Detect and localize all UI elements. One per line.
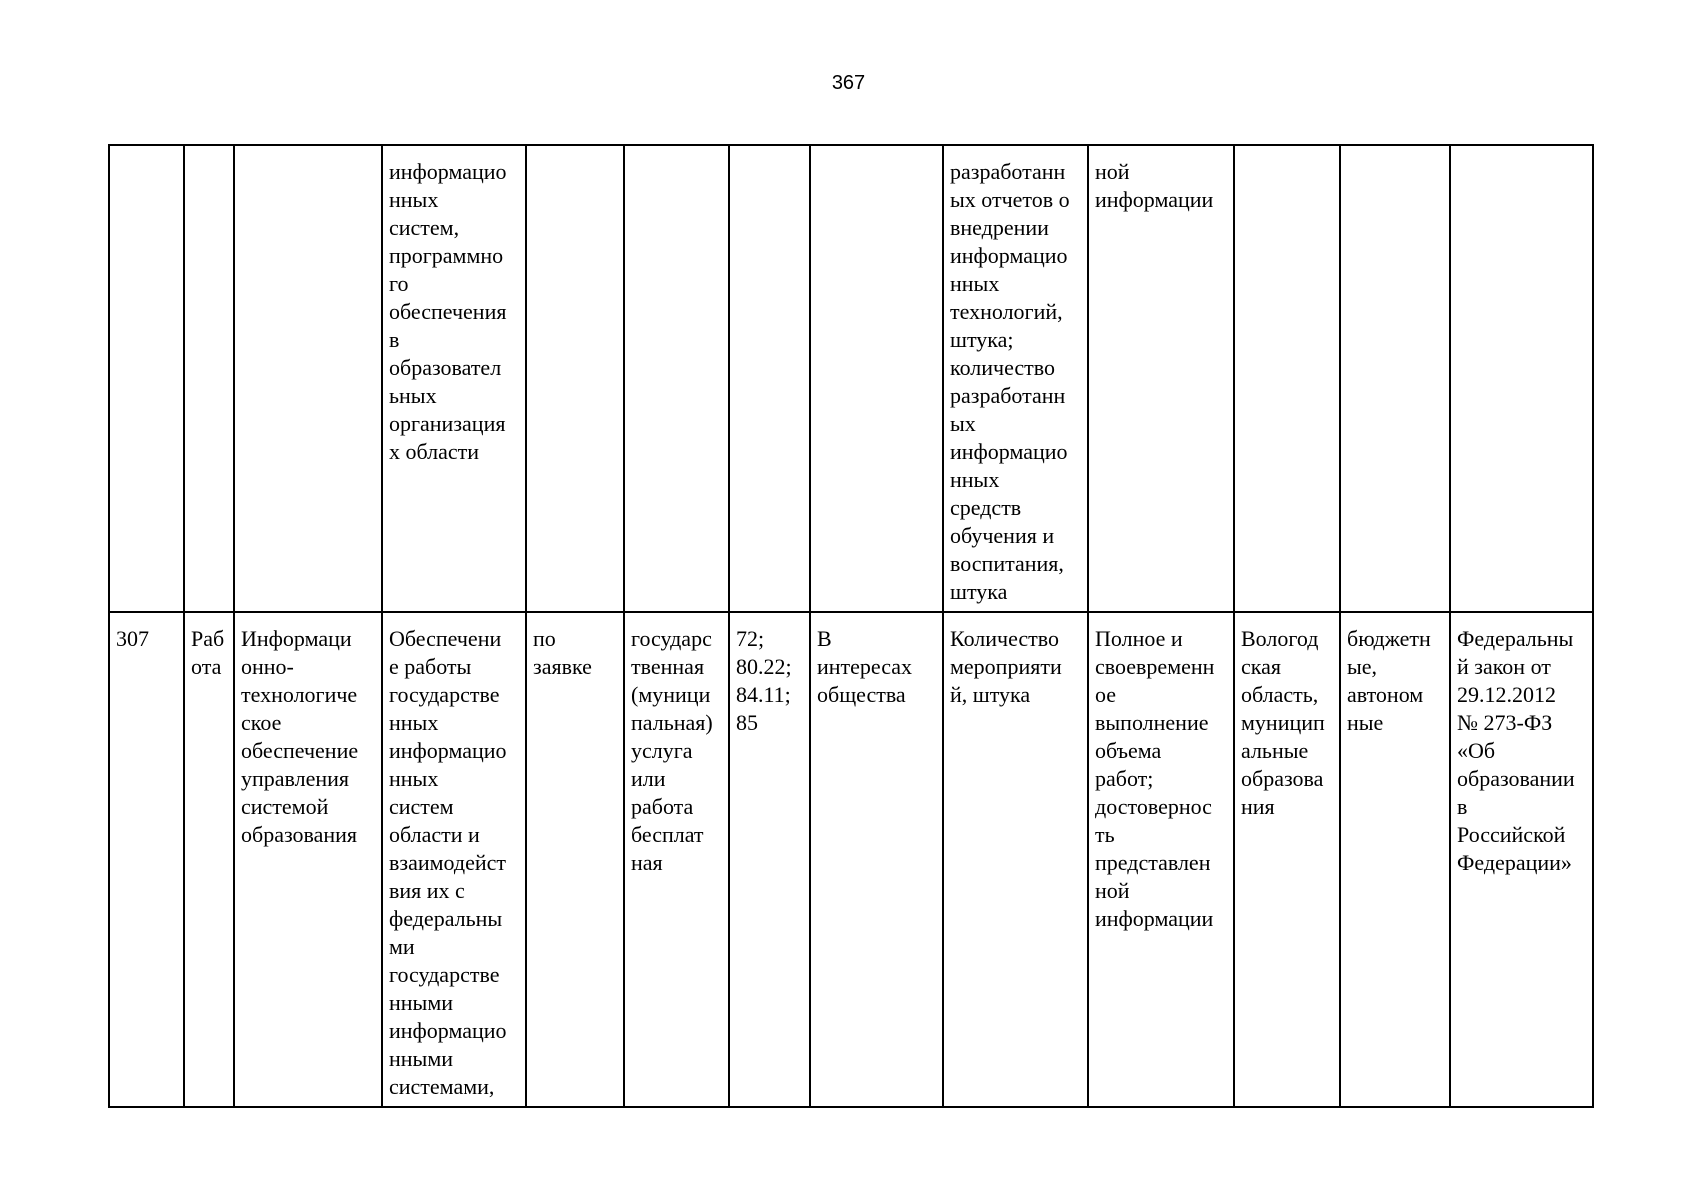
document-table bbox=[108, 144, 1594, 1108]
cell-consumers: В интересах общества bbox=[810, 612, 943, 1107]
cell-type: Раб ота bbox=[184, 612, 234, 1107]
cell-okved bbox=[729, 145, 810, 612]
cell-founder bbox=[1234, 145, 1340, 612]
cell-payment: государс твенная (муници пальная) услуга или работа бесплат ная bbox=[624, 612, 729, 1107]
cell-legal-basis bbox=[1450, 145, 1593, 612]
page-number: 367 bbox=[831, 72, 866, 94]
cell-institution-type bbox=[1340, 145, 1450, 612]
cell-number bbox=[109, 145, 184, 612]
cell-quality-indicator: Полное и своевременн ое выполнение объема работ; достовернос ть представлен ной информации bbox=[1088, 612, 1234, 1107]
cell-number: 307 bbox=[109, 612, 184, 1107]
cell-institution-type: бюджетн ые, автоном ные bbox=[1340, 612, 1450, 1107]
cell-name bbox=[234, 145, 382, 612]
cell-name: Информаци онно- технологиче ское обеспечение управления системой образования bbox=[234, 612, 382, 1107]
cell-volume-indicator: Количество мероприяти й, штука bbox=[943, 612, 1088, 1107]
table-row bbox=[109, 612, 1593, 1107]
cell-volume-indicator: разработанн ых отчетов о внедрении информацио нных технологий, штука; количество разработанн ых информацио нных средств обучения и воспитания, штука bbox=[943, 145, 1088, 612]
cell-okved: 72; 80.22; 84.11; 85 bbox=[729, 612, 810, 1107]
cell-condition: по заявке bbox=[526, 612, 624, 1107]
cell-founder: Вологод ская область, муницип альные образова ния bbox=[1234, 612, 1340, 1107]
cell-legal-basis: Федеральны й закон от 29.12.2012 № 273-ФЗ «Об образовании в Российской Федерации» bbox=[1450, 612, 1593, 1107]
cell-consumers bbox=[810, 145, 943, 612]
cell-quality-indicator: ной информации bbox=[1088, 145, 1234, 612]
table-row bbox=[109, 145, 1593, 612]
cell-content: Обеспечени е работы государстве нных информацио нных систем области и взаимодейст вия их с федеральны ми государстве нными информацио нными системами, bbox=[382, 612, 526, 1107]
cell-payment bbox=[624, 145, 729, 612]
cell-condition bbox=[526, 145, 624, 612]
cell-type bbox=[184, 145, 234, 612]
cell-content: информацио нных систем, программно го обеспечения в образовател ьных организация х области bbox=[382, 145, 526, 612]
